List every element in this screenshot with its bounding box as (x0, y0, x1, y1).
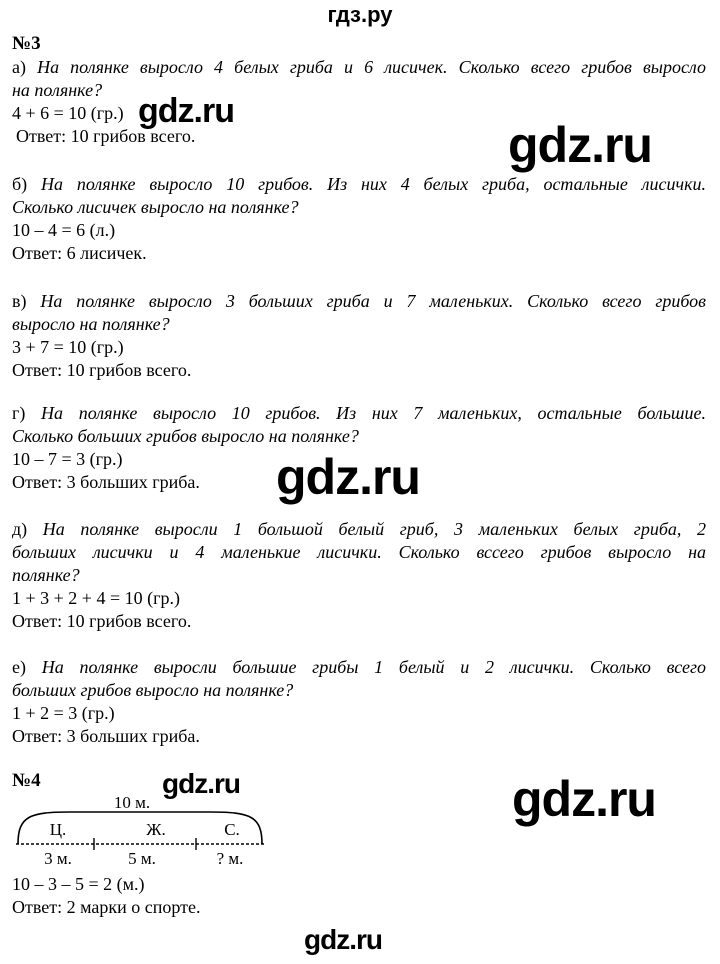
segment-length-2: 5 м. (128, 849, 156, 868)
task-3v-question-text-1: На полянке выросло 3 больших гриба и 7 маленьких. Сколько всего грибов (40, 291, 707, 311)
task-3b-question-text-1: На полянке выросло 10 грибов. Из них 4 белых гриба, остальные лисички. (41, 174, 706, 194)
task-4-number: №4 (12, 770, 41, 791)
task-3b-question-line-2: Сколько лисичек выросло на полянке? (12, 197, 299, 217)
task-3g-equation: 10 – 7 = 3 (гр.) (12, 449, 123, 469)
task-3a-question-line-1 (12, 56, 706, 78)
task-4-equation: 10 – 3 – 5 = 2 (м.) (12, 874, 145, 894)
watermark: gdz.ru (304, 924, 382, 955)
task-3e-question-text-1: На полянке выросли большие грибы 1 белый и 2 лисички. Сколько всего (41, 657, 707, 677)
task-3a-question-line-2: на полянке? (12, 80, 103, 100)
task-3d-letter: д) (12, 519, 28, 539)
watermark: gdz.ru (138, 92, 234, 130)
task-3-number: №3 (12, 33, 41, 54)
task-3b-equation: 10 – 4 = 6 (л.) (12, 220, 116, 240)
watermark: gdz.ru (162, 768, 240, 799)
watermark: gdz.ru (276, 449, 420, 505)
task-3b-letter: б) (12, 174, 28, 194)
task-3v-equation: 3 + 7 = 10 (гр.) (12, 337, 124, 357)
task-3v-answer: Ответ: 10 грибов всего. (12, 360, 192, 380)
task-3g-question-line-1 (12, 402, 706, 424)
total-length-label: 10 м. (113, 793, 151, 812)
segment-label-s: С. (224, 820, 240, 839)
task-3g-letter: г) (12, 403, 26, 423)
segment-length-3: ? м. (216, 849, 244, 868)
task-3g-answer: Ответ: 3 больших гриба. (12, 472, 200, 492)
task-3e-question-line-1 (12, 656, 706, 678)
task-3b-question-line-1 (12, 173, 706, 195)
segment-length-1: 3 м. (44, 849, 72, 868)
task-3b-answer: Ответ: 6 лисичек. (12, 243, 147, 263)
task-3e-answer: Ответ: 3 больших гриба. (12, 726, 200, 746)
task-4-answer: Ответ: 2 марки о спорте. (12, 897, 201, 917)
task-3e-question-line-2: больших грибов выросло на полянке? (12, 680, 294, 700)
task-3d-answer: Ответ: 10 грибов всего. (12, 611, 192, 631)
task-3a-answer: Ответ: 10 грибов всего. (16, 126, 196, 146)
task-3d-equation: 1 + 3 + 2 + 4 = 10 (гр.) (12, 588, 180, 608)
watermark: gdz.ru (508, 117, 652, 173)
watermark: gdz.ru (512, 771, 656, 827)
page-header: гдз.ру (327, 2, 393, 27)
task-3e-equation: 1 + 2 = 3 (гр.) (12, 703, 115, 723)
task-3d-question-line-3: полянке? (12, 565, 80, 585)
task-3v-question-line-1 (12, 290, 706, 312)
task-3v-question-line-2: выросло на полянке? (12, 314, 170, 334)
task-3e-letter: е) (12, 657, 26, 677)
task-3d-question-text-1: На полянке выросли 1 большой белый гриб, 3 маленьких белых гриба, 2 (42, 519, 707, 539)
segment-label-c: Ц. (49, 820, 67, 839)
task-3a-letter: а) (12, 57, 26, 77)
task-3a-question-text-1: На полянке выросло 4 белых гриба и 6 лисичек. Сколько всего грибов выросло (37, 57, 707, 77)
task-3d-question-line-1 (12, 518, 706, 540)
task-3g-question-line-2: Сколько больших грибов выросло на полянке? (12, 426, 359, 446)
segment-label-zh: Ж. (146, 820, 166, 839)
task-3a-equation: 4 + 6 = 10 (гр.) (12, 103, 124, 123)
segment-diagram (10, 788, 270, 872)
task-3d-question-line-2: больших лисички и 4 маленькие лисички. Сколько вссего грибов выросло на (12, 542, 706, 562)
task-3v-letter: в) (12, 291, 27, 311)
task-3g-question-text-1: На полянке выросло 10 грибов. Из них 7 маленьких, остальные большие. (41, 403, 706, 423)
